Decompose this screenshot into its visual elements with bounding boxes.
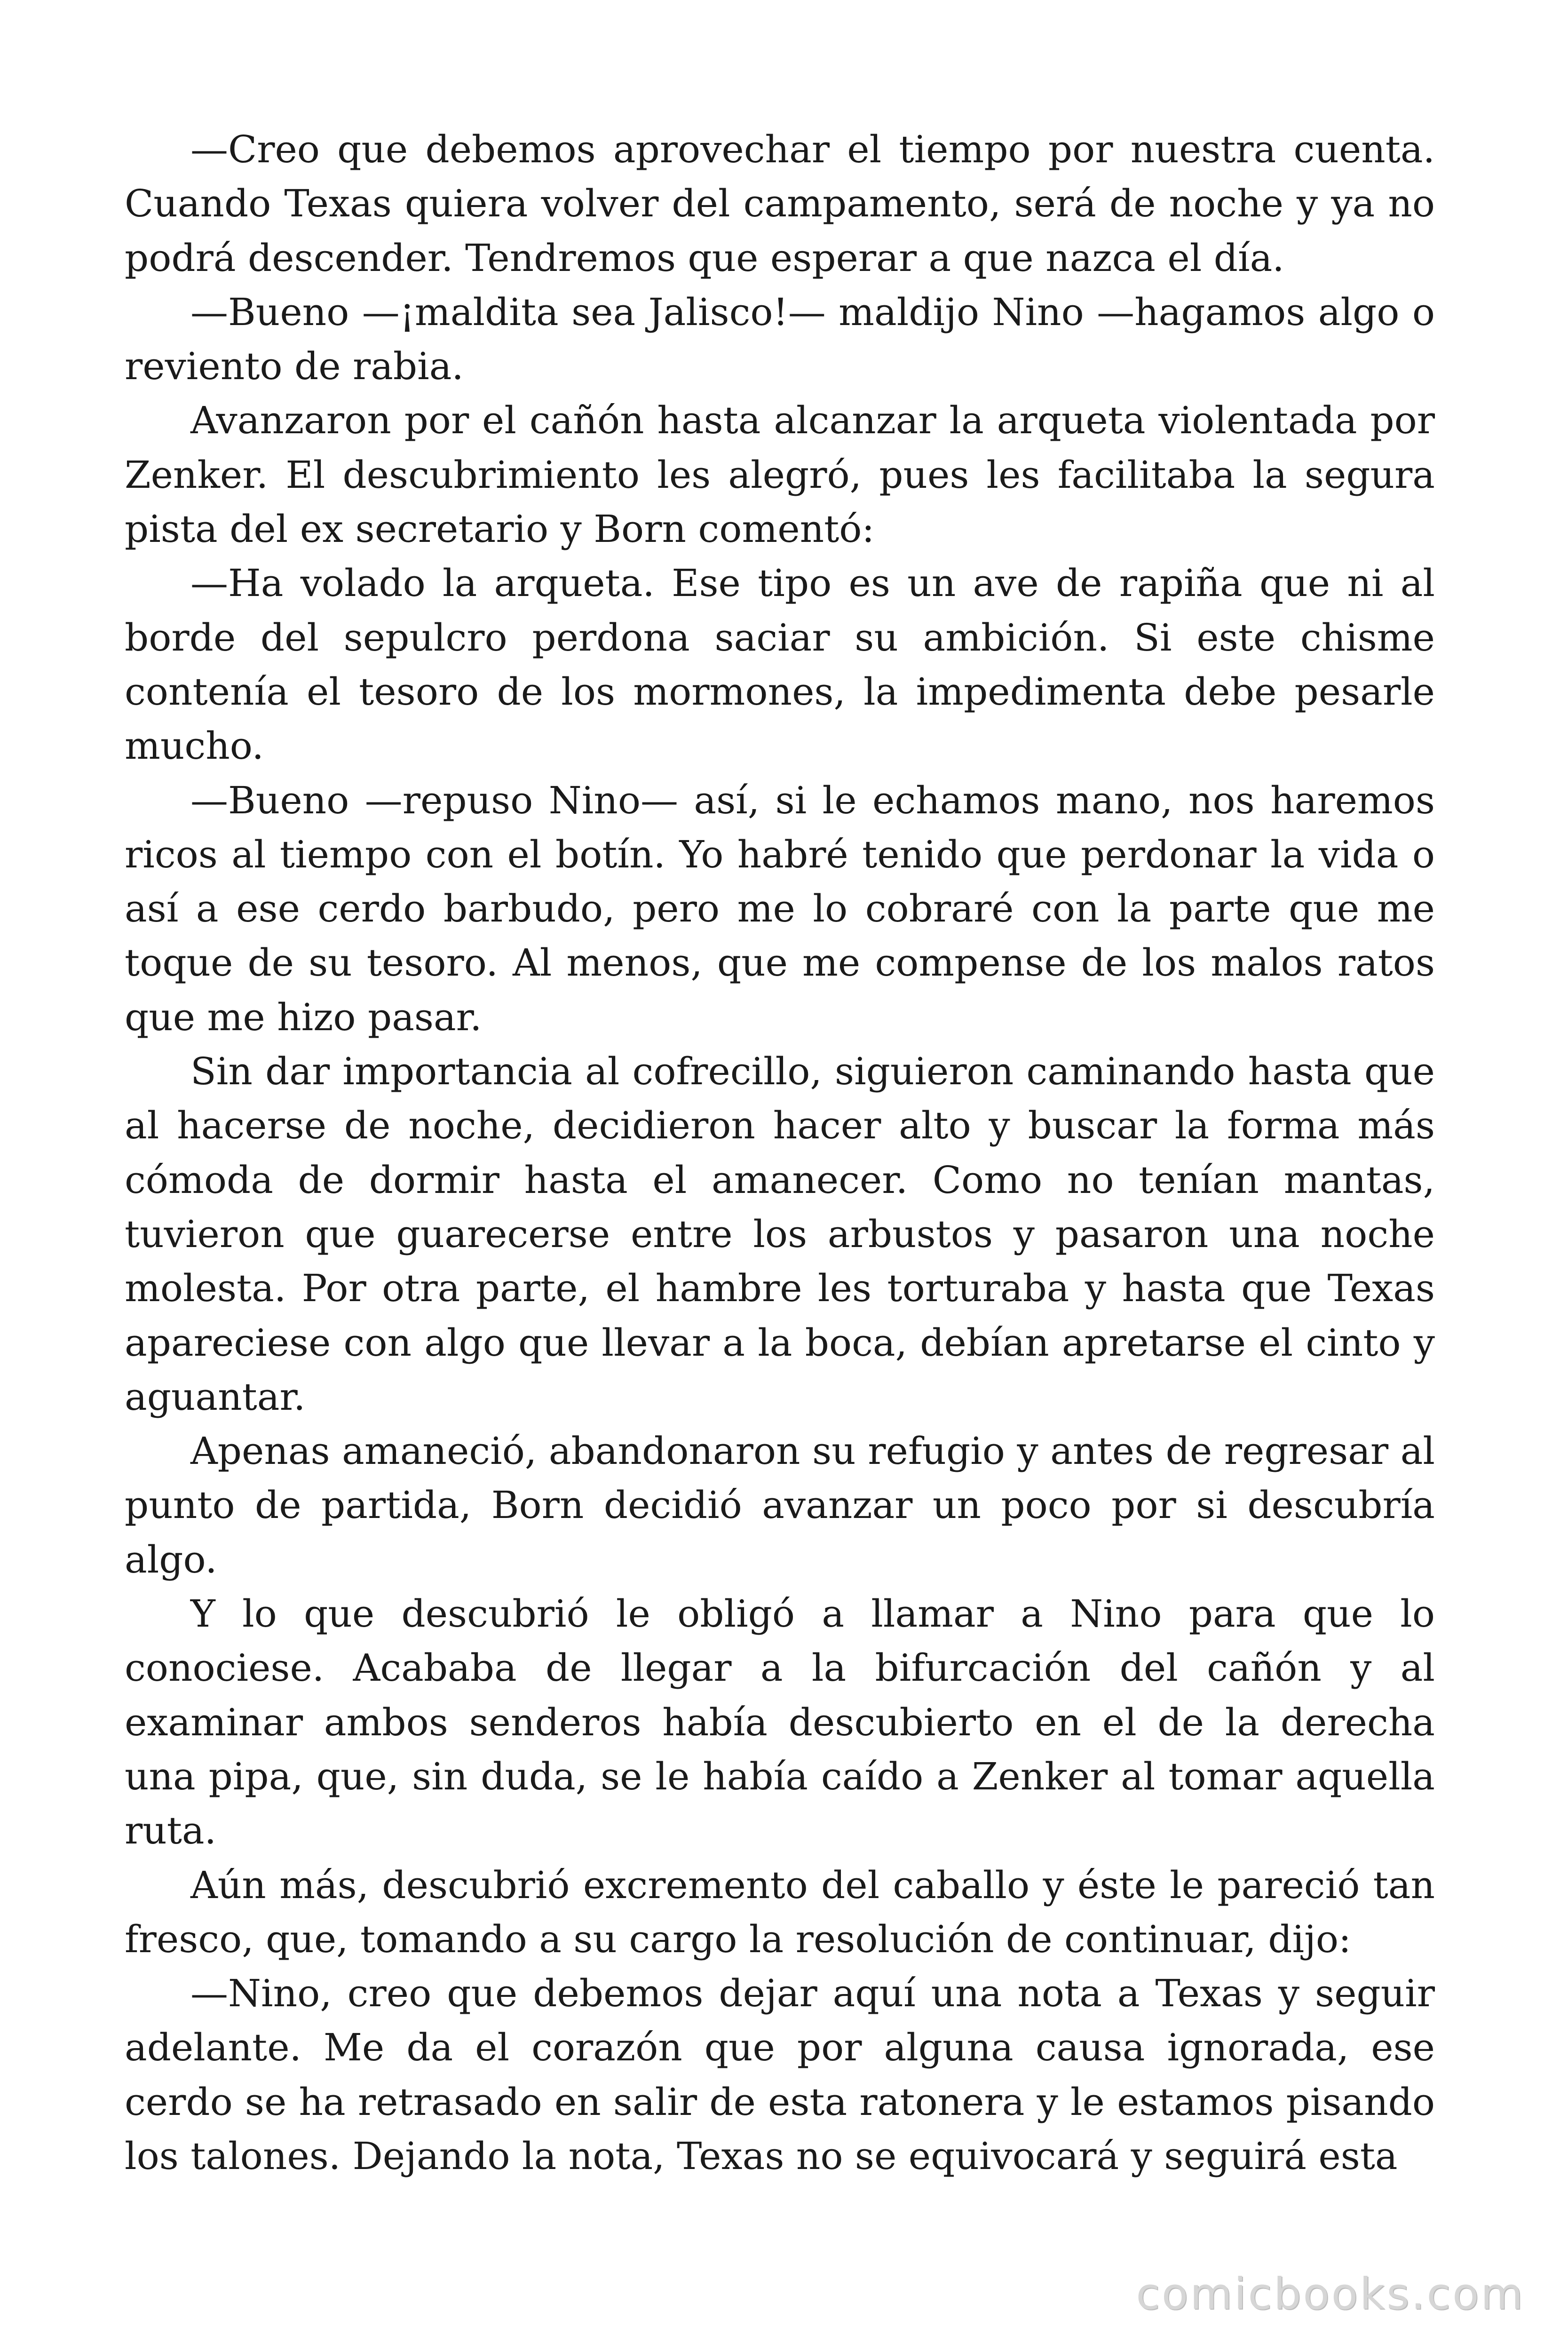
- body-text: [125, 122, 1435, 2183]
- paragraph: —Ha volado la arqueta. Ese tipo es un ave de rapiña que ni al borde del sepulcro perdona saciar su ambición. Si este chisme contenía el tesoro de los mormones, la impedimenta debe pesarle mucho.: [125, 561, 1435, 768]
- watermark: comicbooks.com: [1136, 2269, 1525, 2319]
- paragraph: Apenas amaneció, abandonaron su refugio y antes de regresar al punto de partida, Born decidió avanzar un poco por si descubría algo.: [125, 1429, 1435, 1581]
- paragraph: Avanzaron por el cañón hasta alcanzar la arqueta violentada por Zenker. El descubrimiento les alegró, pues les facilitaba la segura pista del ex secretario y Born comentó:: [125, 398, 1435, 551]
- paragraph: Sin dar importancia al cofrecillo, siguieron caminando hasta que al hacerse de noche, decidieron hacer alto y buscar la forma más cómoda de dormir hasta el amanecer. Como no tenían mantas, tuvieron que guarecerse entre los arbustos y pasaron una noche molesta. Por otra parte, el hambre les torturaba y hasta que Texas apareciese con algo que llevar a la boca, debían apretarse el cinto y aguantar.: [125, 1049, 1435, 1419]
- paragraph: —Creo que debemos aprovechar el tiempo por nuestra cuenta. Cuando Texas quiera volver del campamento, será de noche y ya no podrá descender. Tendremos que esperar a que nazca el día.: [125, 127, 1435, 280]
- paragraph: —Bueno —¡maldita sea Jalisco!— maldijo Nino —hagamos algo o reviento de rabia.: [125, 290, 1435, 389]
- paragraph: Aún más, descubrió excremento del caballo y éste le pareció tan fresco, que, tomando a su cargo la resolución de continuar, dijo:: [125, 1863, 1435, 1961]
- paragraph: —Bueno —repuso Nino— así, si le echamos mano, nos haremos ricos al tiempo con el botín. Yo habré tenido que perdonar la vida o así a ese cerdo barbudo, pero me lo cobraré con la parte que me toque de su tesoro. Al menos, que me compense de los malos ratos que me hizo pasar.: [125, 778, 1435, 1039]
- paragraph: Y lo que descubrió le obligó a llamar a Nino para que lo conociese. Acababa de llegar a la bifurcación del cañón y al examinar ambos senderos había descubierto en el de la derecha una pipa, que, sin duda, se le había caído a Zenker al tomar aquella ruta.: [125, 1592, 1435, 1853]
- paragraph: —Nino, creo que debemos dejar aquí una nota a Texas y seguir adelante. Me da el corazón que por alguna causa ignorada, ese cerdo se ha retrasado en salir de esta ratonera y le estamos pisando los talones. Dejando la nota, Texas no se equivocará y seguirá esta: [125, 1971, 1435, 2178]
